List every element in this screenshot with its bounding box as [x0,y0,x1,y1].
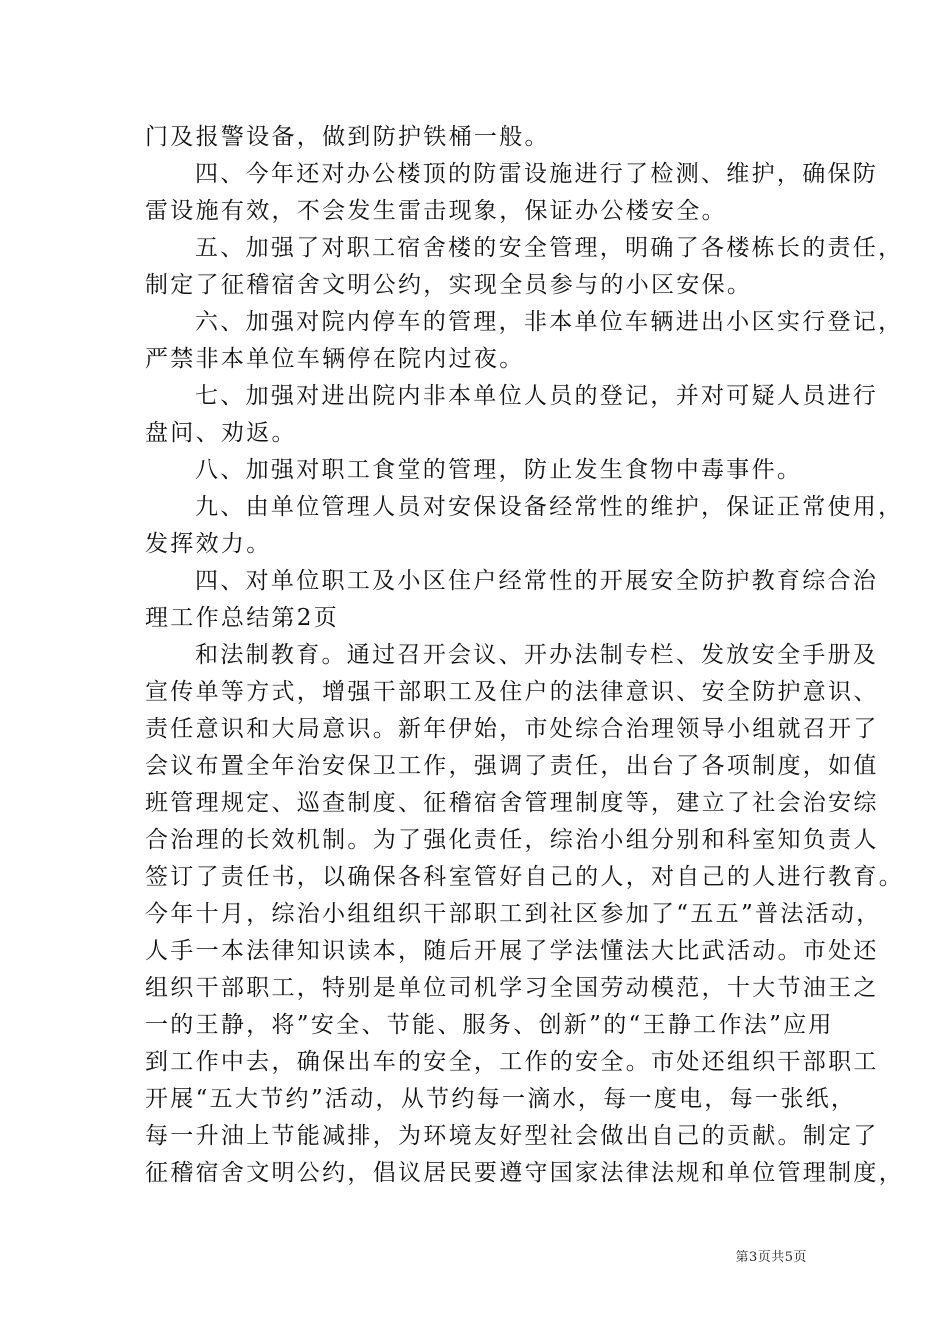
text-line: 会议布置全年治安保卫工作，强调了责任，出台了各项制度，如值 [145,753,879,779]
text-line: 门及报警设备，做到防护铁桶一般。 [145,124,550,150]
text-line: 雷设施有效，不会发生雷击现象，保证办公楼安全。 [145,198,727,224]
text-line: 征稽宿舍文明公约，倡议居民要遵守国家法律法规和单位管理制度， [145,1160,904,1186]
text-line: 宣传单等方式，增强干部职工及住户的法律意识、安全防护意识、 [145,679,879,705]
page-number-footer: 第3页共5页 [735,1250,807,1265]
text-line: 八、加强对职工食堂的管理，防止发生食物中毒事件。 [195,457,803,483]
text-line: 七、加强对进出院内非本单位人员的登记，并对可疑人员进行 [195,383,879,409]
text-line: 严禁非本单位车辆停在院内过夜。 [145,346,525,372]
text-line: 四、今年还对办公楼顶的防雷设施进行了检测、维护，确保防 [195,161,879,187]
text-line: 人手一本法律知识读本，随后开展了学法懂法大比武活动。市处还 [145,938,879,964]
text-line: 合治理的长效机制。为了强化责任，综治小组分别和科室知负责人 [145,827,879,853]
text-line: 六、加强对院内停车的管理，非本单位车辆进出小区实行登记， [195,309,904,335]
text-line: 四、对单位职工及小区住户经常性的开展安全防护教育综合治 [195,568,879,594]
text-line: 签订了责任书，以确保各科室管好自己的人，对自己的人进行教育。 [145,864,904,890]
text-line: 到工作中去，确保出车的安全，工作的安全。市处还组织干部职工 [145,1049,879,1075]
text-line: 组织干部职工，特别是单位司机学习全国劳动模范，十大节油王之 [145,975,879,1001]
text-line: 开展“五大节约”活动，从节约每一滴水，每一度电，每一张纸， [145,1086,857,1112]
text-line: 一的王静，将”安全、节能、服务、创新”的“王静工作法”应用 [145,1012,834,1038]
text-line: 盘问、劝返。 [145,420,297,446]
text-line: 五、加强了对职工宿舍楼的安全管理，明确了各楼栋长的责任， [195,235,904,261]
text-line: 责任意识和大局意识。新年伊始，市处综合治理领导小组就召开了 [145,716,879,742]
document-body [145,119,904,1192]
text-line: 九、由单位管理人员对安保设备经常性的维护，保证正常使用， [195,494,904,520]
text-line: 和法制教育。通过召开会议、开办法制专栏、发放安全手册及 [195,642,879,668]
text-line: 制定了征稽宿舍文明公约，实现全员参与的小区安保。 [145,272,753,298]
text-line: 每一升油上节能减排，为环境友好型社会做出自己的贡献。制定了 [145,1123,879,1149]
text-line: 发挥效力。 [145,531,272,557]
text-line: 今年十月，综治小组组织干部职工到社区参加了“五五”普法活动， [145,901,882,927]
text-line: 班管理规定、巡查制度、征稽宿舍管理制度等，建立了社会治安综 [145,790,879,816]
text-line: 理工作总结第2页 [145,605,340,631]
